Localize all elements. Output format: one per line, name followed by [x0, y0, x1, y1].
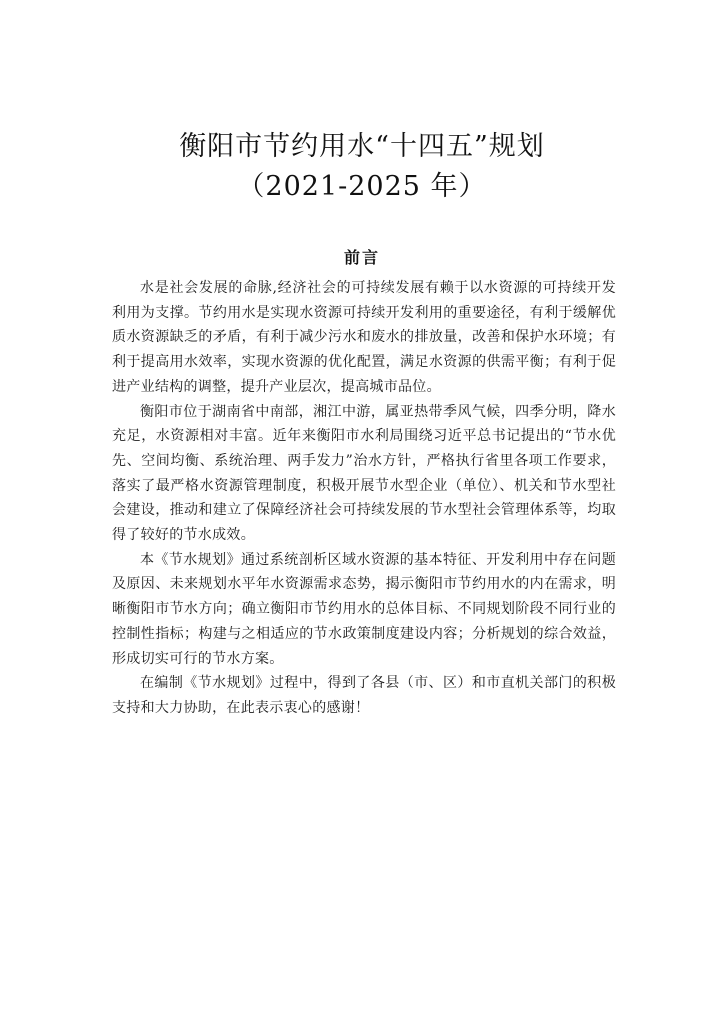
document-title: 衡阳市节约用水“十四五”规划 [179, 131, 545, 162]
preface-paragraph-1: 水是社会发展的命脉,经济社会的可持续发展有赖于以水资源的可持续开发利用为支撑。节约用水是实现水资源可持续开发利用的重要途径，有利于缓解优质水资源缺乏的矛盾，有利于减少污水和废水的排放量，改善和保护水环境；有利于提高用水效率，实现水资源的优化配置，满足水资源的供需平衡；有利于促进产业结构的调整，提升产业层次，提高城市品位。 [112, 280, 616, 395]
document-subtitle-years: （2021-2025 年） [237, 171, 487, 202]
section-heading-preface: 前言 [343, 248, 380, 267]
preface-paragraph-2: 衡阳市位于湖南省中南部，湘江中游，属亚热带季风气候，四季分明，降水充足，水资源相对丰富。近年来衡阳市水利局围绕习近平总书记提出的“节水优先、空间均衡、系统治理、两手发力”治水方针，严格执行省里各项工作要求，落实了最严格水资源管理制度，积极开展节水型企业（单位）、机关和节水型社会建设，推动和建立了保障经济社会可持续发展的节水型社会管理体系等，均取得了较好的节水成效。 [112, 403, 616, 544]
preface-paragraph-4: 在编制《节水规划》过程中，得到了各县（市、区）和市直机关部门的积极支持和大力协助，在此表示衷心的感谢！ [112, 675, 616, 716]
preface-paragraph-3: 本《节水规划》通过系统剖析区域水资源的基本特征、开发利用中存在问题及原因、未来规划水平年水资源需求态势，揭示衡阳市节约用水的内在需求，明晰衡阳市节水方向；确立衡阳市节约用水的总体目标、不同规划阶段不同行业的控制性指标；构建与之相适应的节水政策制度建设内容；分析规划的综合效益，形成切实可行的节水方案。 [112, 551, 616, 667]
preface-body [112, 276, 616, 721]
